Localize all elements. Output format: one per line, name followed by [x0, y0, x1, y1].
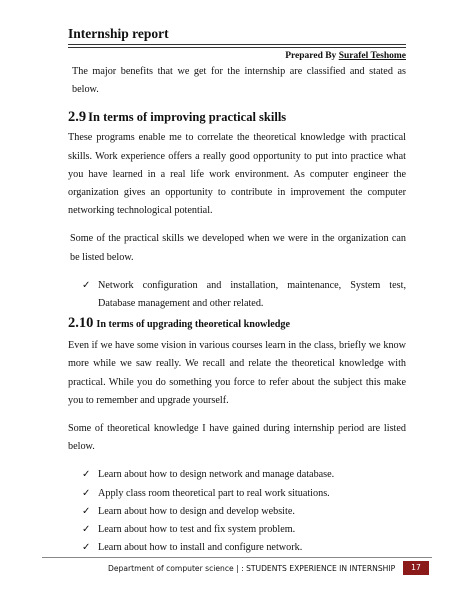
- section-heading-2-10: [68, 313, 406, 335]
- section-number: 2.9: [68, 109, 87, 126]
- section-heading-2-9: [68, 107, 406, 127]
- list-item: [82, 503, 406, 521]
- check-mark-icon: ✓: [82, 524, 91, 536]
- list-item: [82, 521, 406, 539]
- footer-text: Department of computer science | : STUDENTS EXPERIENCE IN INTERNSHIP: [108, 563, 396, 573]
- check-mark-icon: ✓: [82, 279, 91, 291]
- check-mark-icon: ✓: [82, 505, 91, 517]
- footer-rule: [42, 557, 432, 558]
- list-item-text: Apply class room theoretical part to real work situations.: [98, 487, 330, 499]
- list-item: [82, 539, 406, 557]
- section-number: 2.10: [68, 315, 94, 332]
- list-item-text: Learn about how to install and configure network.: [98, 542, 303, 554]
- prepared-label: Prepared By: [285, 51, 337, 61]
- document-body: [68, 63, 406, 557]
- section-title: In terms of upgrading theoretical knowledge: [96, 319, 291, 331]
- theoretical-knowledge-list: [68, 466, 406, 557]
- page-number-badge: 17: [403, 561, 429, 575]
- author-name: Surafel Teshome: [338, 51, 406, 61]
- header-rule: [68, 44, 406, 45]
- list-item-text: Network configuration and installation, maintenance, System test, Database management and other related.: [98, 279, 406, 310]
- list-lead: Some of the practical skills we developed when we were in the organization can be listed below.: [70, 233, 406, 263]
- practical-skills-list: [68, 277, 406, 313]
- intro-paragraph: The major benefits that we get for the internship are classified and stated as below.: [72, 66, 406, 96]
- list-item-text: Learn about how to design network and manage database.: [98, 469, 335, 481]
- check-mark-icon: ✓: [82, 487, 91, 499]
- list-item-text: Learn about how to test and fix system problem.: [98, 524, 296, 536]
- section-paragraph: These programs enable me to correlate the theoretical knowledge with practical skills. Work experience offers a really good opportunity to put into practice what you have learned in a real life work environment. As computer engineer the organization gives an opportunity to contribute in improvement the computer networking technological potential.: [68, 132, 406, 217]
- section-paragraph: Even if we have some vision in various courses learn in the class, briefly we know more while we saw really. We recall and relate the theoretical knowledge with practical. While you do something you force to refer about the subject this make you to remember and upgrade yourself.: [68, 340, 406, 406]
- page-footer: [108, 561, 429, 575]
- list-lead: Some of theoretical knowledge I have gained during internship period are listed below.: [68, 423, 406, 453]
- check-mark-icon: ✓: [82, 542, 91, 554]
- prepared-by: [285, 51, 406, 61]
- page-header-title: Internship report: [68, 26, 169, 41]
- header-rule: [68, 47, 406, 48]
- list-item: [82, 466, 406, 484]
- list-item: [82, 485, 406, 503]
- list-item-text: Learn about how to design and develop website.: [98, 505, 295, 517]
- section-title: In terms of improving practical skills: [88, 110, 287, 125]
- list-item: [82, 277, 406, 313]
- check-mark-icon: ✓: [82, 469, 91, 481]
